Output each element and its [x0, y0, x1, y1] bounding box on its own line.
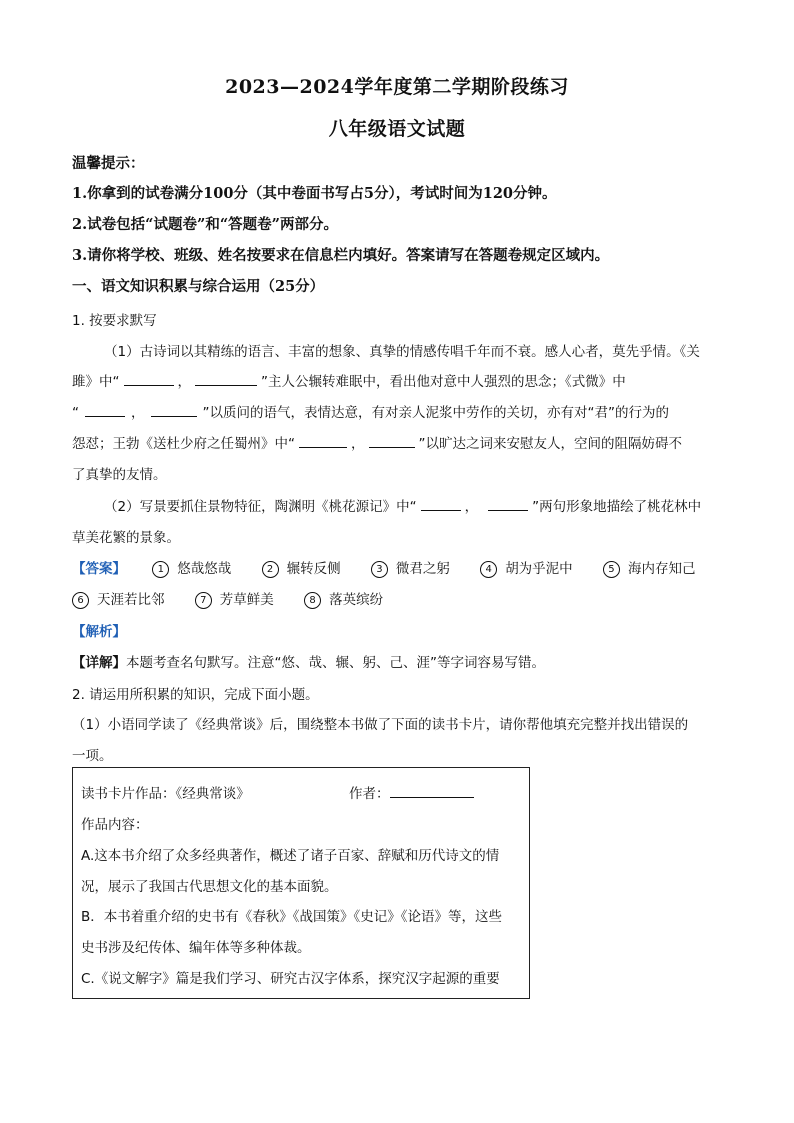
reading-card [72, 767, 530, 999]
author-blank[interactable] [390, 784, 474, 798]
answer-item: 8 落英缤纷 [304, 588, 383, 609]
q1-p1-line3: “ ， ”以质问的语气，表情达意，有对亲人泥浆中劳作的关切，亦有对“君”的行为的 [72, 401, 669, 421]
q2-label: 2. 请运用所积累的知识，完成下面小题。 [72, 687, 319, 703]
exam-subtitle: 八年级语文试题 [328, 118, 466, 140]
analysis-tag: 【解析】 [72, 624, 126, 640]
q2-p1-line2: 一项。 [72, 748, 113, 764]
blank-1[interactable] [124, 371, 174, 386]
analysis-detail: 【详解】本题考查名句默写。注意“悠、哉、辗、躬、己、涯”等字词容易写错。 [72, 655, 545, 671]
blank-6[interactable] [369, 433, 415, 448]
blank-3[interactable] [85, 402, 125, 417]
section-1-heading: 一、语文知识积累与综合运用（25分） [72, 278, 325, 295]
answer-item: 2 辗转反侧 [262, 557, 341, 578]
card-work-label: 读书卡片作品：《经典常谈》 [81, 786, 250, 802]
answer-item: 1 悠哉悠哉 [152, 557, 231, 578]
answer-row-1 [72, 557, 695, 578]
card-option-c-line1: C.《说文解字》篇是我们学习、研究古汉字体系，探究汉字起源的重要 [81, 971, 500, 987]
q2-p1-line1: （1）小语同学读了《经典常谈》后，围绕整本书做了下面的读书卡片，请你帮他填充完整并找出错误的 [72, 717, 689, 733]
card-option-a-line1: A.这本书介绍了众多经典著作，概述了诸子百家、辞赋和历代诗文的情 [81, 848, 500, 864]
answer-item: 7 芳草鲜美 [195, 588, 274, 609]
answer-item: 3 微君之躬 [371, 557, 450, 578]
blank-8[interactable] [488, 496, 528, 511]
tip-2: 2.试卷包括“试题卷”和“答题卷”两部分。 [72, 216, 338, 233]
blank-7[interactable] [421, 496, 461, 511]
q1-p1-line4: 怨怼；王勃《送杜少府之任蜀州》中“ ， ”以旷达之词来安慰友人，空间的阻隔妨碍不 [72, 432, 682, 452]
blank-5[interactable] [299, 433, 347, 448]
q1-p2-line2: 草美花繁的景象。 [72, 530, 180, 546]
q1-p1-line1: （1）古诗词以其精练的语言、丰富的想象、真挚的情感传唱千年而不衰。感人心者，莫先乎情。《关 [104, 344, 700, 360]
q1-p1-line2: 雎》中“ ， ”主人公辗转难眠中，看出他对意中人强烈的思念；《式微》中 [72, 370, 626, 390]
exam-title: 2023—2024学年度第二学期阶段练习 [225, 76, 569, 98]
answer-tag: 【答案】 [72, 561, 126, 577]
blank-4[interactable] [151, 402, 197, 417]
card-option-b-line2: 史书涉及纪传体、编年体等多种体裁。 [81, 940, 311, 956]
card-content-label: 作品内容： [81, 817, 149, 833]
card-option-a-line2: 况，展示了我国古代思想文化的基本面貌。 [81, 879, 338, 895]
answer-item: 4 胡为乎泥中 [480, 557, 573, 578]
tips-heading: 温馨提示： [72, 155, 145, 172]
answer-item: 5 海内存知己 [603, 557, 696, 578]
q1-p1-line5: 了真挚的友情。 [72, 467, 167, 483]
tip-1: 1.你拿到的试卷满分100分（其中卷面书写占5分），考试时间为120分钟。 [72, 185, 557, 202]
q1-p2-line1: （2）写景要抓住景物特征，陶渊明《桃花源记》中“ ， ”两句形象地描绘了桃花林中 [104, 495, 701, 515]
answer-row-2 [72, 588, 409, 609]
blank-2[interactable] [195, 371, 257, 386]
card-author: 作者： [349, 782, 474, 802]
q1-label: 1. 按要求默写 [72, 313, 157, 329]
tip-3: 3.请你将学校、班级、姓名按要求在信息栏内填好。答案请写在答题卷规定区域内。 [72, 247, 610, 264]
answer-item: 6 天涯若比邻 [72, 588, 165, 609]
card-option-b-line1: B．本书着重介绍的史书有《春秋》《战国策》《史记》《论语》等，这些 [81, 909, 503, 925]
